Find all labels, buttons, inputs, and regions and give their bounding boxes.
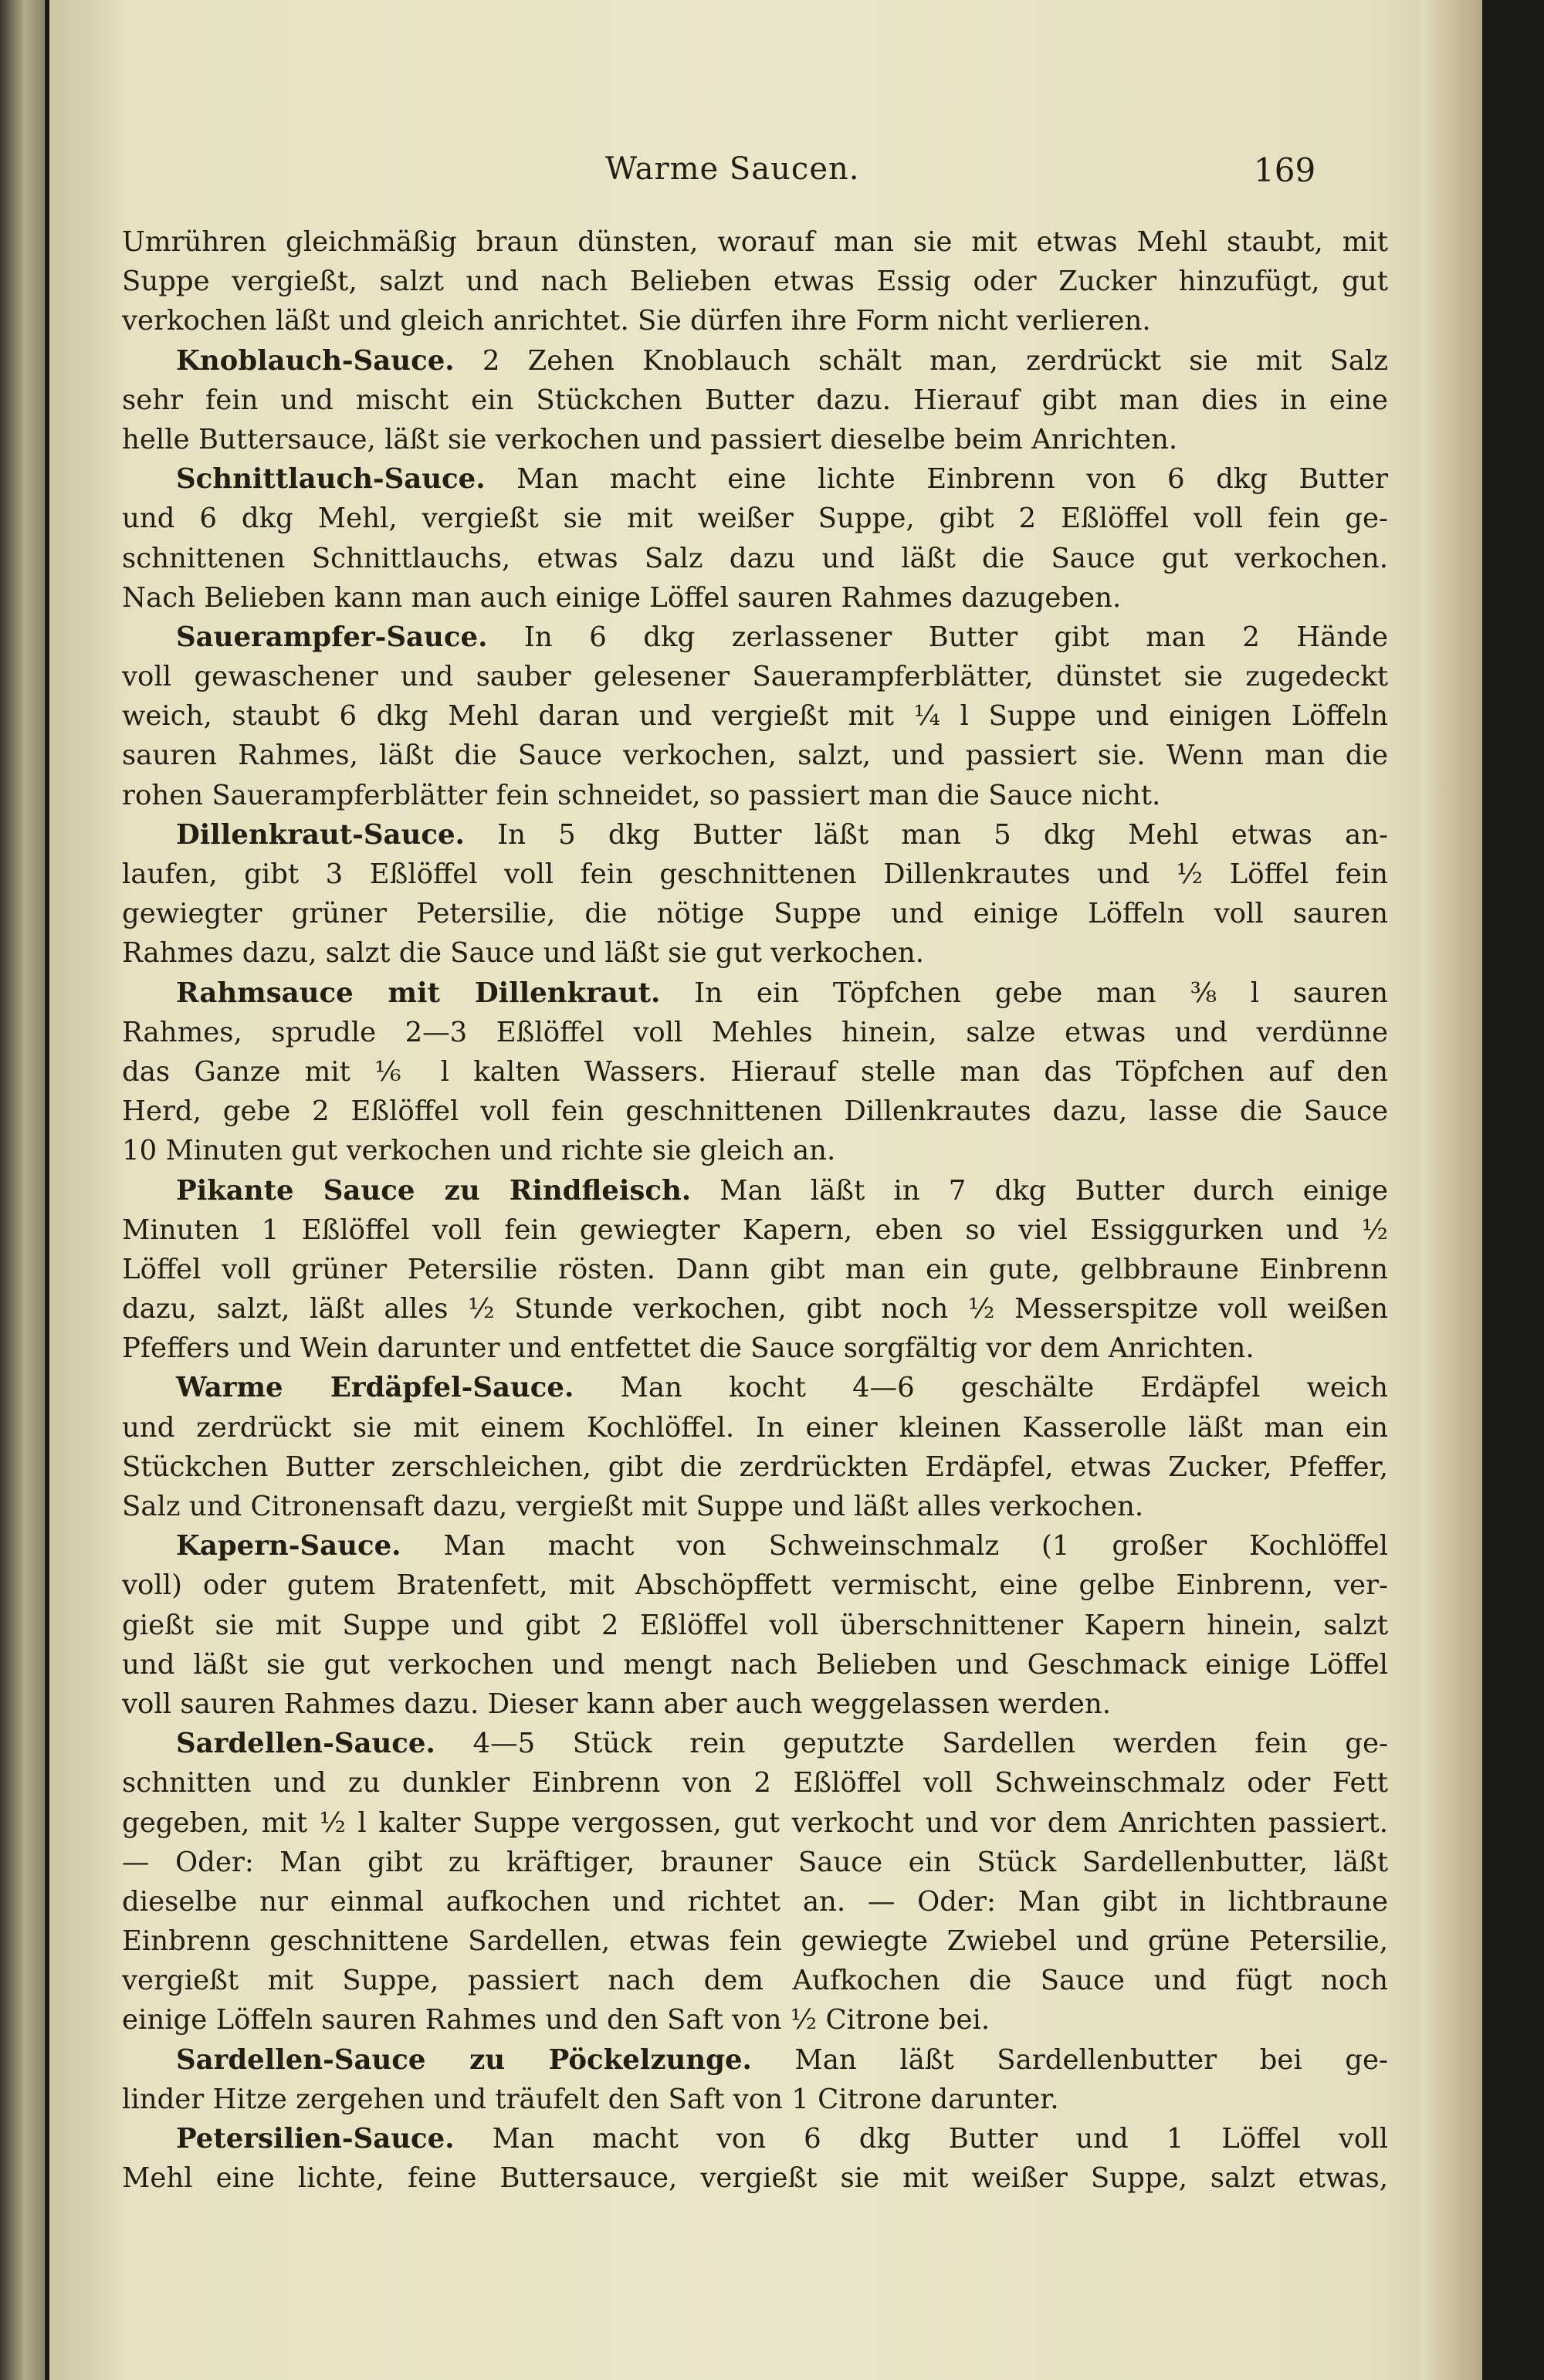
recipe-heading: Kapern-Sauce. (176, 1530, 401, 1562)
recipe-heading: Knoblauch-Sauce. (176, 344, 455, 377)
recipe-heading: Schnittlauch-Sauce. (176, 463, 486, 496)
text-line: Pikante Sauce zu Rindfleisch. Man läßt in 7 dkg Butter durch einige (176, 1174, 1388, 1207)
recipe-heading: Rahmsauce mit Dillenkraut. (176, 977, 661, 1009)
recipe-heading: Dillenkraut-Sauce. (176, 818, 465, 851)
text-line: schnitten und zu dunkler Einbrenn von 2 Eßlöffel voll Schweinschmalz oder Fett (122, 1767, 1388, 1799)
text-line: weich, staubt 6 dkg Mehl daran und vergießt mit ¼ l Suppe und einigen Löffeln (122, 700, 1388, 733)
text-line: voll gewaschener und sauber gelesener Sauerampferblätter, dünstet sie zugedeckt (122, 661, 1388, 693)
text-line: verkochen läßt und gleich anrichtet. Sie dürfen ihre Form nicht verlieren. (122, 305, 1151, 337)
previous-page-edge (0, 0, 45, 2380)
text-line: helle Buttersauce, läßt sie verkochen und passiert dieselbe beim Anrichten. (122, 423, 1178, 455)
text-line: Salz und Citronensaft dazu, vergießt mit Suppe und läßt alles verkochen. (122, 1491, 1144, 1522)
recipe-heading: Warme Erdäpfel-Sauce. (176, 1372, 574, 1404)
recipe-heading: Sardellen-Sauce zu Pöckelzunge. (176, 2043, 752, 2076)
text-line: Rahmes, sprudle 2—3 Eßlöffel voll Mehles hinein, salze etwas und verdünne (122, 1016, 1388, 1048)
text-line: und zerdrückt sie mit einem Kochlöffel. In einer kleinen Kasserolle läßt man ein (122, 1411, 1388, 1444)
text-line: und 6 dkg Mehl, vergießt sie mit weißer Suppe, gibt 2 Eßlöffel voll fein ge- (122, 503, 1388, 535)
page-header (49, 151, 1482, 198)
text-line: voll) oder gutem Bratenfett, mit Abschöpffett vermischt, eine gelbe Einbrenn, ver- (122, 1569, 1388, 1602)
text-line: Einbrenn geschnittene Sardellen, etwas fein gewiegte Zwiebel und grüne Petersilie, (122, 1925, 1388, 1958)
recipe-text (122, 222, 1388, 2198)
text-line: Petersilien-Sauce. Man macht von 6 dkg Butter und 1 Löffel voll (176, 2123, 1388, 2155)
recipe-heading: Pikante Sauce zu Rindfleisch. (176, 1174, 692, 1207)
text-line: schnittenen Schnittlauchs, etwas Salz dazu und läßt die Sauce gut verkochen. (122, 542, 1388, 574)
text-line: rohen Sauerampferblätter fein schneidet, so passiert man die Sauce nicht. (122, 779, 1161, 811)
text-line: sauren Rahmes, läßt die Sauce verkochen, salzt, und passiert sie. Wenn man die (122, 740, 1388, 772)
text-line: linder Hitze zergehen und träufelt den Saft von 1 Citrone darunter. (122, 2083, 1059, 2115)
text-line: Pfeffers und Wein darunter und entfettet die Sauce sorgfältig vor dem Anrichten. (122, 1332, 1254, 1365)
text-line: dieselbe nur einmal aufkochen und richtet an. — Oder: Man gibt in lichtbraune (122, 1885, 1388, 1918)
text-line: laufen, gibt 3 Eßlöffel voll fein geschnittenen Dillenkrautes und ½ Löffel fein (122, 858, 1388, 890)
page-number: 169 (1254, 151, 1316, 189)
text-line: voll sauren Rahmes dazu. Dieser kann aber auch weggelassen werden. (122, 1688, 1111, 1720)
text-line: gewiegter grüner Petersilie, die nötige Suppe und einige Löffeln voll sauren (122, 898, 1388, 930)
text-line: und läßt sie gut verkochen und mengt nach Belieben und Geschmack einige Löffel (122, 1648, 1388, 1681)
recipe-heading: Sauerampfer-Sauce. (176, 621, 488, 653)
text-line: Schnittlauch-Sauce. Man macht eine lichte Einbrenn von 6 dkg Butter (176, 463, 1388, 496)
text-line: Warme Erdäpfel-Sauce. Man kocht 4—6 geschälte Erdäpfel weich (176, 1372, 1388, 1404)
text-line: Rahmes dazu, salzt die Sauce und läßt sie gut verkochen. (122, 937, 924, 970)
text-line: Stückchen Butter zerschleichen, gibt die zerdrückten Erdäpfel, etwas Zucker, Pfeffer, (122, 1451, 1388, 1483)
text-line: Dillenkraut-Sauce. In 5 dkg Butter läßt man 5 dkg Mehl etwas an- (176, 818, 1388, 851)
running-title: Warme Saucen. (605, 151, 860, 187)
text-line: Nach Belieben kann man auch einige Löffel sauren Rahmes dazugeben. (122, 581, 1122, 614)
recipe-heading: Petersilien-Sauce. (176, 2123, 455, 2155)
text-line: gegeben, mit ½ l kalter Suppe vergossen, gut verkocht und vor dem Anrichten passiert. (122, 1806, 1388, 1839)
text-line: einige Löffeln sauren Rahmes und den Saft von ½ Citrone bei. (122, 2004, 990, 2036)
text-line: Umrühren gleichmäßig braun dünsten, worauf man sie mit etwas Mehl staubt, mit (122, 226, 1388, 258)
text-line: sehr fein und mischt ein Stückchen Butter dazu. Hierauf gibt man dies in eine (122, 384, 1388, 416)
text-line: Sauerampfer-Sauce. In 6 dkg zerlassener Butter gibt man 2 Hände (176, 621, 1388, 653)
text-line: Sardellen-Sauce zu Pöckelzunge. Man läßt Sardellenbutter bei ge- (176, 2043, 1388, 2076)
text-line: Mehl eine lichte, feine Buttersauce, vergießt sie mit weißer Suppe, salzt etwas, (122, 2162, 1388, 2195)
text-line: dazu, salzt, läßt alles ½ Stunde verkochen, gibt noch ½ Messerspitze voll weißen (122, 1293, 1388, 1325)
recipe-heading: Sardellen-Sauce. (176, 1728, 435, 1760)
text-line: Löffel voll grüner Petersilie rösten. Dann gibt man ein gute, gelbbraune Einbrenn (122, 1253, 1388, 1285)
text-line: Minuten 1 Eßlöffel voll fein gewiegter Kapern, eben so viel Essiggurken und ½ (122, 1214, 1388, 1246)
text-line: Rahmsauce mit Dillenkraut. In ein Töpfchen gebe man ⅜ l sauren (176, 977, 1388, 1009)
text-line: das Ganze mit ⅙ l kalten Wassers. Hierauf stelle man das Töpfchen auf den (122, 1055, 1388, 1088)
text-line: Herd, gebe 2 Eßlöffel voll fein geschnittenen Dillenkrautes dazu, lasse die Sauce (122, 1095, 1388, 1128)
text-line: Sardellen-Sauce. 4—5 Stück rein geputzte Sardellen werden fein ge- (176, 1728, 1388, 1760)
page (49, 0, 1482, 2380)
text-line: Knoblauch-Sauce. 2 Zehen Knoblauch schält man, zerdrückt sie mit Salz (176, 344, 1388, 377)
text-line: Kapern-Sauce. Man macht von Schweinschmalz (1 großer Kochlöffel (176, 1530, 1388, 1562)
text-line: vergießt mit Suppe, passiert nach dem Aufkochen die Sauce und fügt noch (122, 1965, 1388, 1997)
text-line: — Oder: Man gibt zu kräftiger, brauner Sauce ein Stück Sardellenbutter, läßt (122, 1846, 1388, 1878)
text-line: gießt sie mit Suppe und gibt 2 Eßlöffel voll überschnittener Kapern hinein, salzt (122, 1609, 1388, 1641)
page-fore-edge (1420, 0, 1482, 2380)
text-line: Suppe vergießt, salzt und nach Belieben etwas Essig oder Zucker hinzufügt, gut (122, 266, 1388, 298)
text-line: 10 Minuten gut verkochen und richte sie gleich an. (122, 1135, 836, 1167)
